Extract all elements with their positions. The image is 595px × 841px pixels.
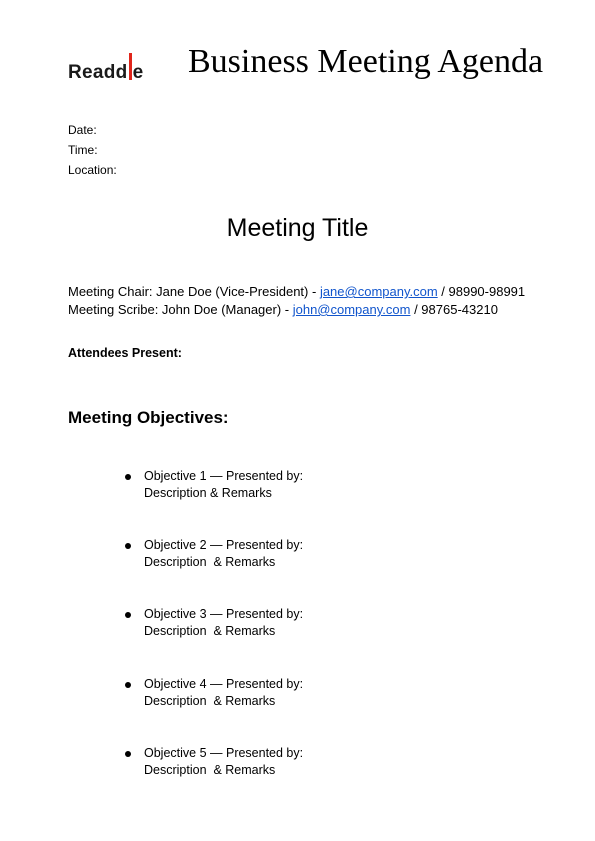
objective-title: Objective 1 — Presented by:	[144, 469, 304, 483]
objective-item	[144, 745, 303, 779]
bullet-icon	[125, 474, 131, 480]
logo-text-suffix: e	[132, 62, 144, 83]
attendees-present-label: Attendees Present:	[68, 346, 182, 360]
objective-description: Description & Remarks	[144, 486, 272, 500]
bullet-icon	[125, 612, 131, 618]
chair-text: Meeting Chair: Jane Doe (Vice-President) -	[68, 284, 320, 299]
document-title: Business Meeting Agenda	[188, 43, 544, 80]
scribe-phone: / 98765-43210	[410, 302, 498, 317]
chair-phone: / 98990-98991	[437, 284, 526, 299]
objective-title: Objective 2 — Presented by:	[144, 538, 304, 552]
chair-email-link[interactable]: jane@company.com	[319, 284, 438, 299]
bullet-icon	[125, 543, 131, 549]
bullet-icon	[125, 751, 131, 757]
logo-accent-bar	[129, 53, 132, 80]
scribe-text: Meeting Scribe: John Doe (Manager) -	[68, 302, 293, 317]
objective-item	[144, 606, 303, 640]
readdle-logo	[68, 53, 143, 84]
objective-description: Description & Remarks	[144, 763, 276, 777]
objective-title: Objective 4 — Presented by:	[144, 677, 304, 691]
objective-title: Objective 5 — Presented by:	[144, 746, 304, 760]
location-label: Location:	[68, 163, 117, 177]
objective-title: Objective 3 — Presented by:	[144, 607, 304, 621]
objective-description: Description & Remarks	[144, 694, 276, 708]
meeting-chair-line	[68, 284, 525, 299]
objective-description: Description & Remarks	[144, 555, 276, 569]
date-label: Date:	[68, 123, 97, 137]
objective-item	[144, 676, 303, 710]
meeting-title: Meeting Title	[226, 214, 369, 242]
objective-item	[144, 468, 303, 502]
bullet-icon	[125, 682, 131, 688]
objective-item	[144, 537, 303, 571]
meeting-scribe-line	[68, 302, 498, 317]
logo-text-prefix: Readd	[68, 62, 128, 83]
scribe-email-link[interactable]: john@company.com	[292, 302, 411, 317]
meeting-objectives-heading: Meeting Objectives:	[68, 408, 229, 427]
objective-description: Description & Remarks	[144, 624, 276, 638]
time-label: Time:	[68, 143, 98, 157]
